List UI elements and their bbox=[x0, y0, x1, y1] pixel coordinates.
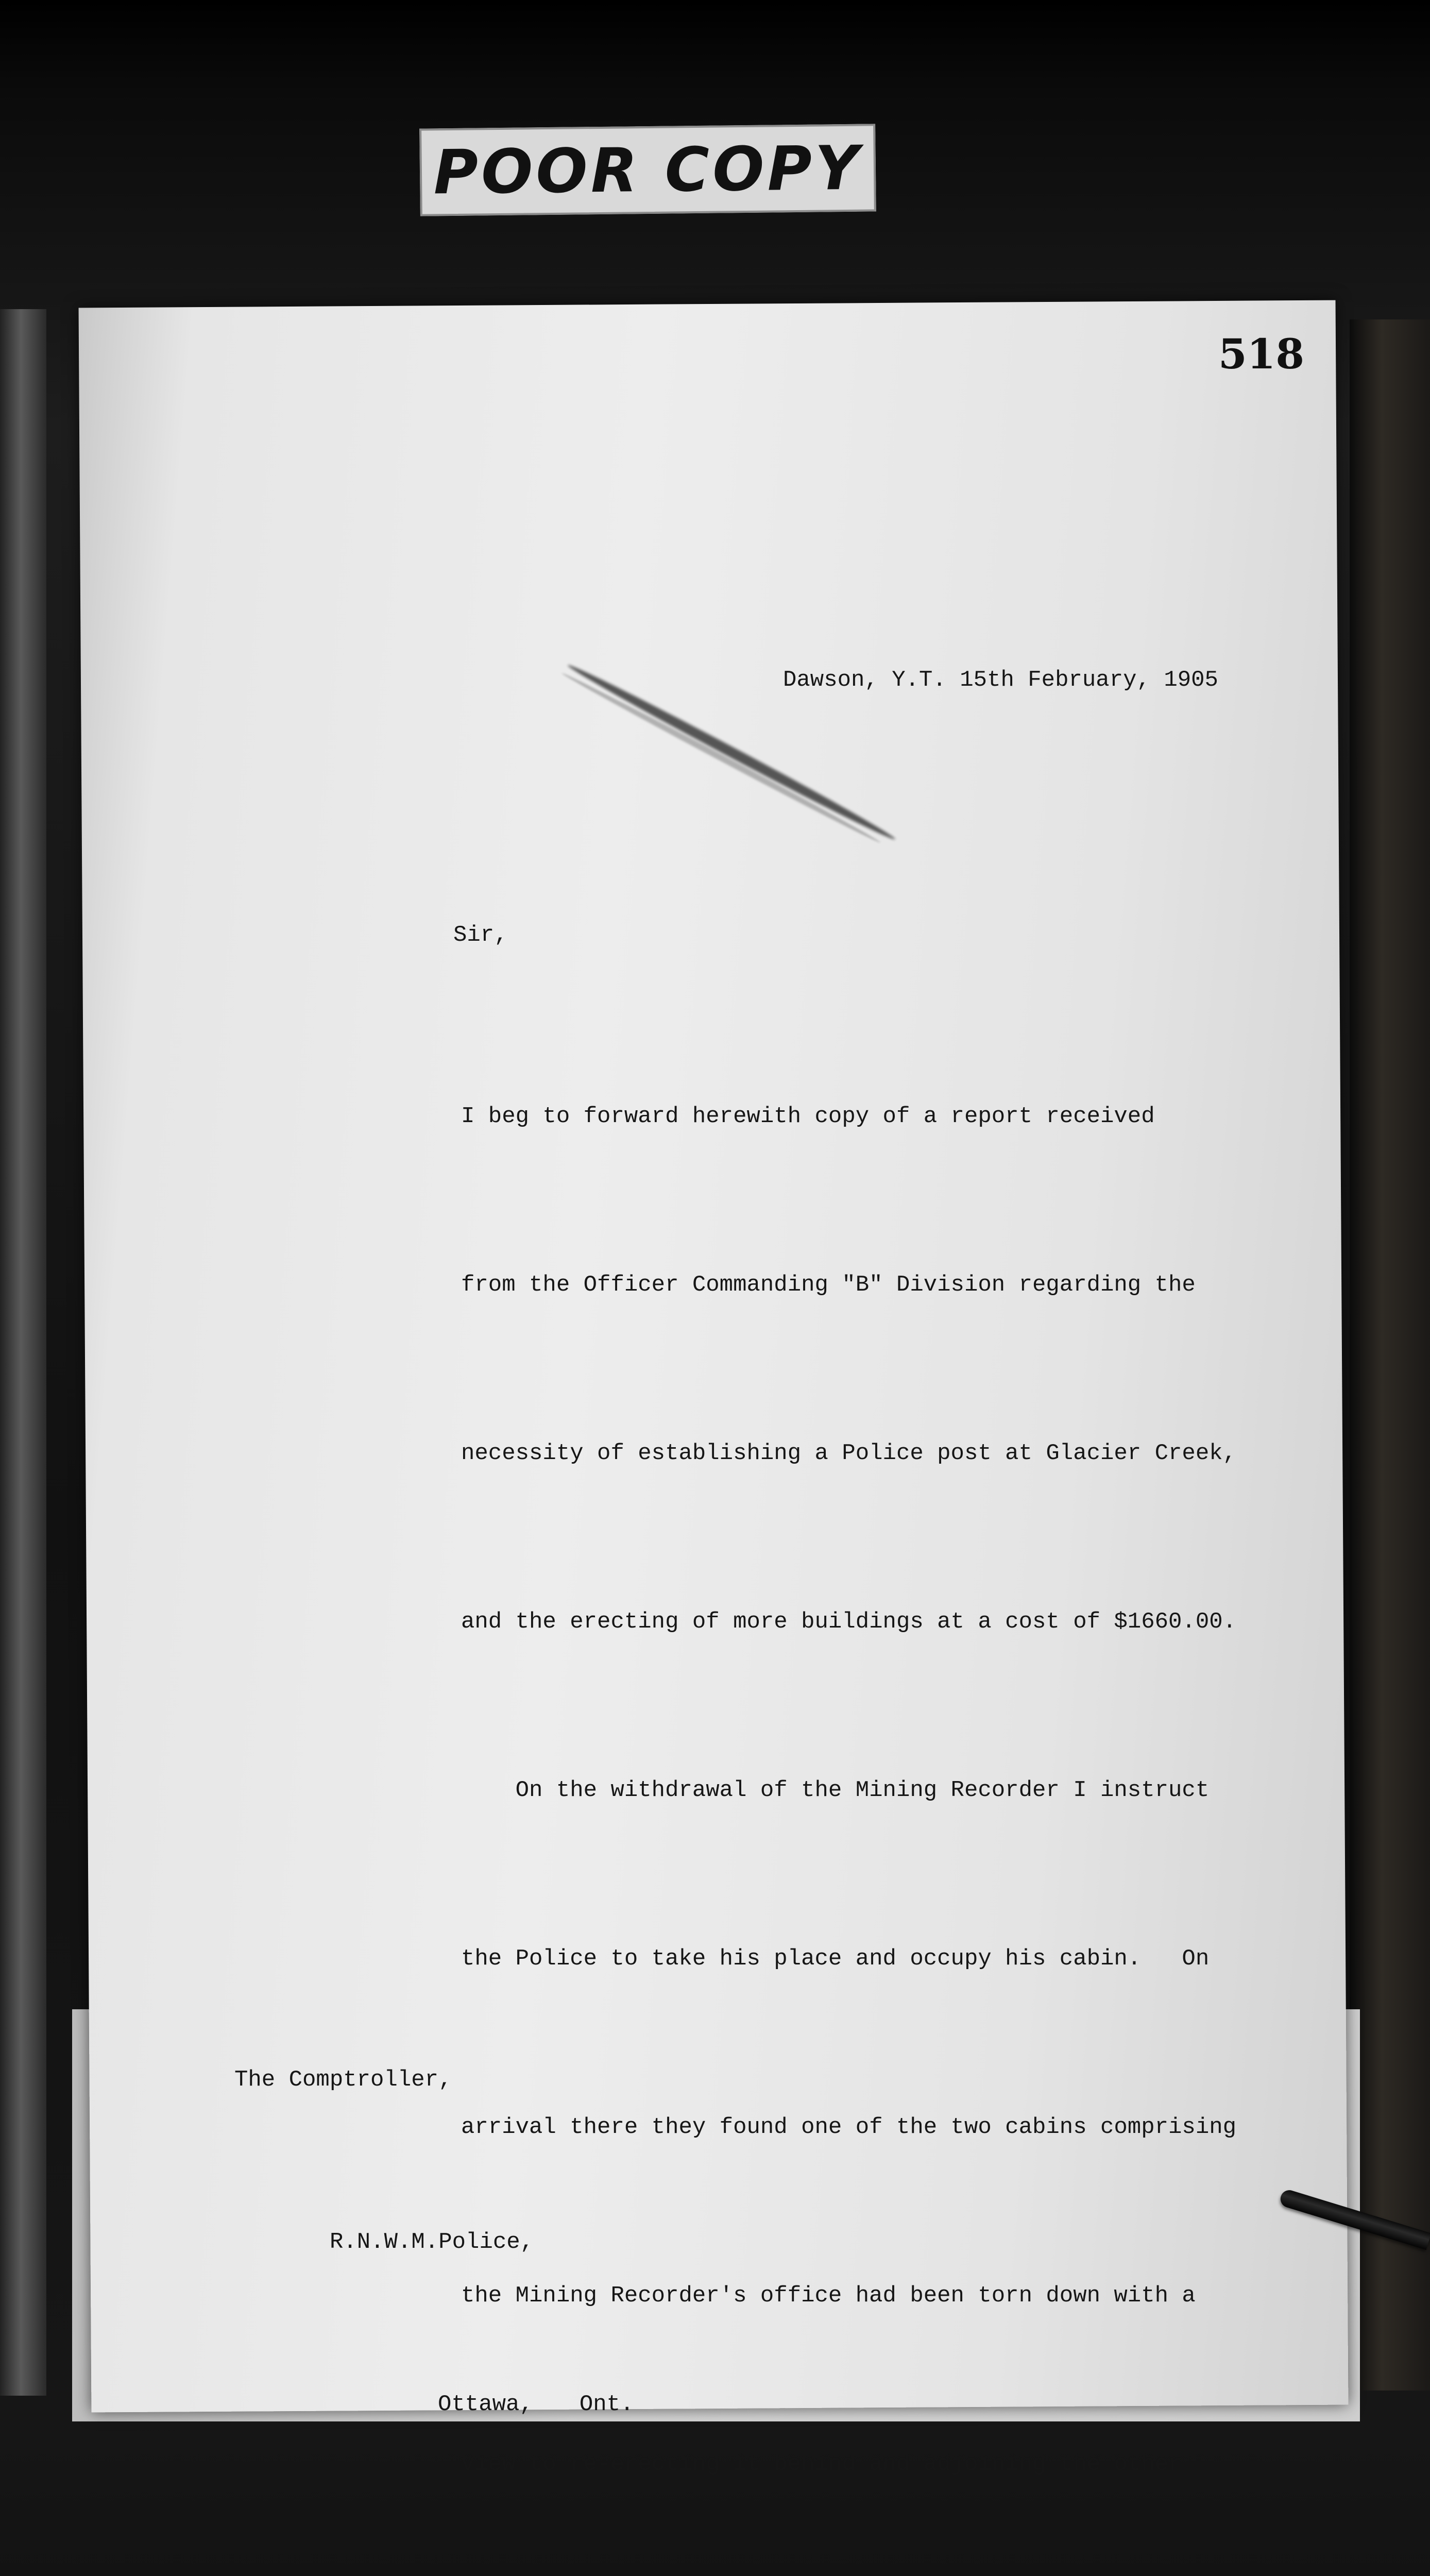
film-edge-left bbox=[0, 309, 46, 2396]
page-number: 518 bbox=[1218, 330, 1304, 378]
addressee-province: Ont. bbox=[579, 2392, 634, 2417]
poor-copy-label: POOR COPY bbox=[419, 124, 876, 216]
letter-date: Dawson, Y.T. 15th February, 1905 bbox=[783, 667, 1218, 693]
body-line: and the erecting of more buildings at a cost of $1660.00. bbox=[461, 1609, 1237, 1635]
body-line: from the Officer Commanding "B" Division regarding the bbox=[461, 1272, 1196, 1298]
addressee-location bbox=[234, 2378, 634, 2432]
body-line: On the withdrawal of the Mining Recorder I instruct bbox=[461, 1777, 1210, 1803]
body-line: the Mining Recorder's office had been torn down with a bbox=[461, 2283, 1196, 2309]
body-line: the Police to take his place and occupy his cabin. On bbox=[461, 1946, 1210, 1972]
addressee-line: The Comptroller, bbox=[234, 2067, 452, 2093]
addressee-line: R.N.W.M.Police, bbox=[330, 2229, 534, 2255]
film-edge-right bbox=[1350, 319, 1430, 2391]
letter-salutation: Sir, bbox=[453, 922, 508, 948]
letter-addressee bbox=[234, 1945, 634, 2486]
body-line: view to re-erecting it behind and adjoining the other bbox=[461, 2451, 1182, 2477]
body-line: arrival there they found one of the two cabins comprising bbox=[461, 2114, 1237, 2140]
addressee-city: Ottawa, bbox=[438, 2392, 533, 2417]
body-line: necessity of establishing a Police post at Glacier Creek, bbox=[461, 1440, 1237, 1466]
body-line: I beg to forward herewith copy of a report received bbox=[461, 1104, 1155, 1129]
